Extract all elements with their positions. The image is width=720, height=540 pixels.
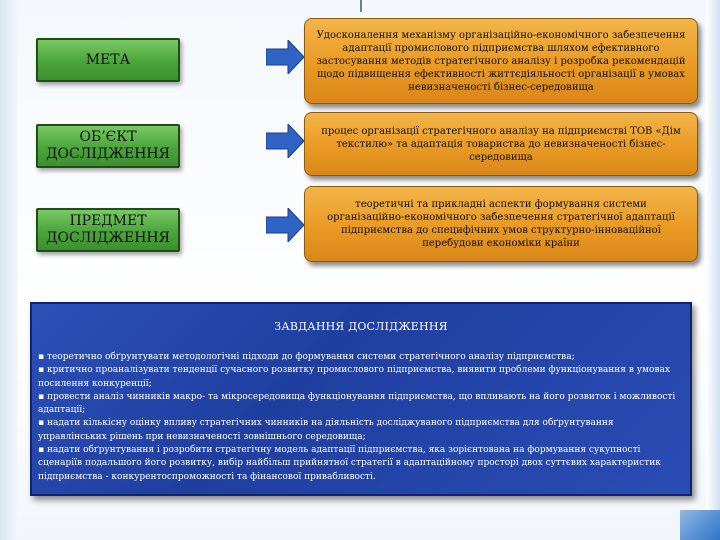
right-decor-edge [706, 0, 720, 540]
left-decor-strip [0, 0, 18, 540]
arrow-right-icon [266, 40, 304, 74]
top-decor-tick [360, 0, 362, 12]
tasks-panel [30, 302, 692, 496]
object-text: процес організації стратегічного аналізу на підприємстві ТОВ «Дім текстилю» та адаптація товариства до невизначеності бізнес-середовища [321, 125, 681, 163]
goal-box [304, 18, 698, 104]
task-item: ▪ надати обґрунтування і розробити стратегічну модель адаптації підприємства, яка зорієнтована на формування сукупності сценаріїв подальшого його розвитку, вибір найбільш прийнятної стратегії в адаптаційному просторі двох суттєвих характеристик підприємства - конкурентоспроможності та фінансової привабливості. [38, 444, 682, 484]
object-box [304, 112, 698, 176]
task-item: ▪ надати кількісну оцінку впливу стратегічних чинників на діяльність досліджуваного підприємства для обґрунтування управлінських рішень при невизначеності зовнішнього середовища; [38, 417, 682, 444]
arrow-right-icon [266, 124, 304, 158]
subject-label [36, 208, 180, 252]
tasks-title: ЗАВДАННЯ ДОСЛІДЖЕННЯ [274, 320, 448, 333]
goal-label [36, 38, 180, 82]
goal-label-text: МЕТА [85, 51, 131, 68]
arrow-right-icon [266, 208, 304, 242]
subject-label-text: ПРЕДМЕТ ДОСЛІДЖЕННЯ [46, 213, 170, 246]
task-item: ▪ теоретично обґрунтувати методологічні підходи до формування системи стратегічного аналізу підприємства; [38, 351, 682, 364]
task-item: ▪ критично проаналізувати тенденції сучасного розвитку промислового підприємства, виявити проблеми функціонування в умовах посилення конкуренції; [38, 364, 682, 391]
task-item: ▪ провести аналіз чинників макро- та мікросередовища функціонування підприємства, що впливають на його розвиток і можливості адаптації; [38, 391, 682, 418]
object-label [36, 124, 180, 168]
corner-decor [680, 510, 720, 540]
goal-text: Удосконалення механізму організаційно-економічного забезпечення адаптації промислового підприємства шляхом ефективного застосування методів стратегічного аналізу і розробка рекомендацій щодо підвищення ефективності життєдіяльності організації в умовах невизначеності бізнес-середовища [316, 29, 686, 93]
subject-text: теоретичні та прикладні аспекти формування системи організаційно-економічного забезпечення стратегічної адаптації підприємства до специфічних умов структурно-інноваційної перебудови економіки країни [327, 199, 675, 249]
subject-box [304, 186, 698, 262]
tasks-list [32, 351, 690, 484]
object-label-text: ОБ’ЄКТ ДОСЛІДЖЕННЯ [46, 129, 170, 162]
